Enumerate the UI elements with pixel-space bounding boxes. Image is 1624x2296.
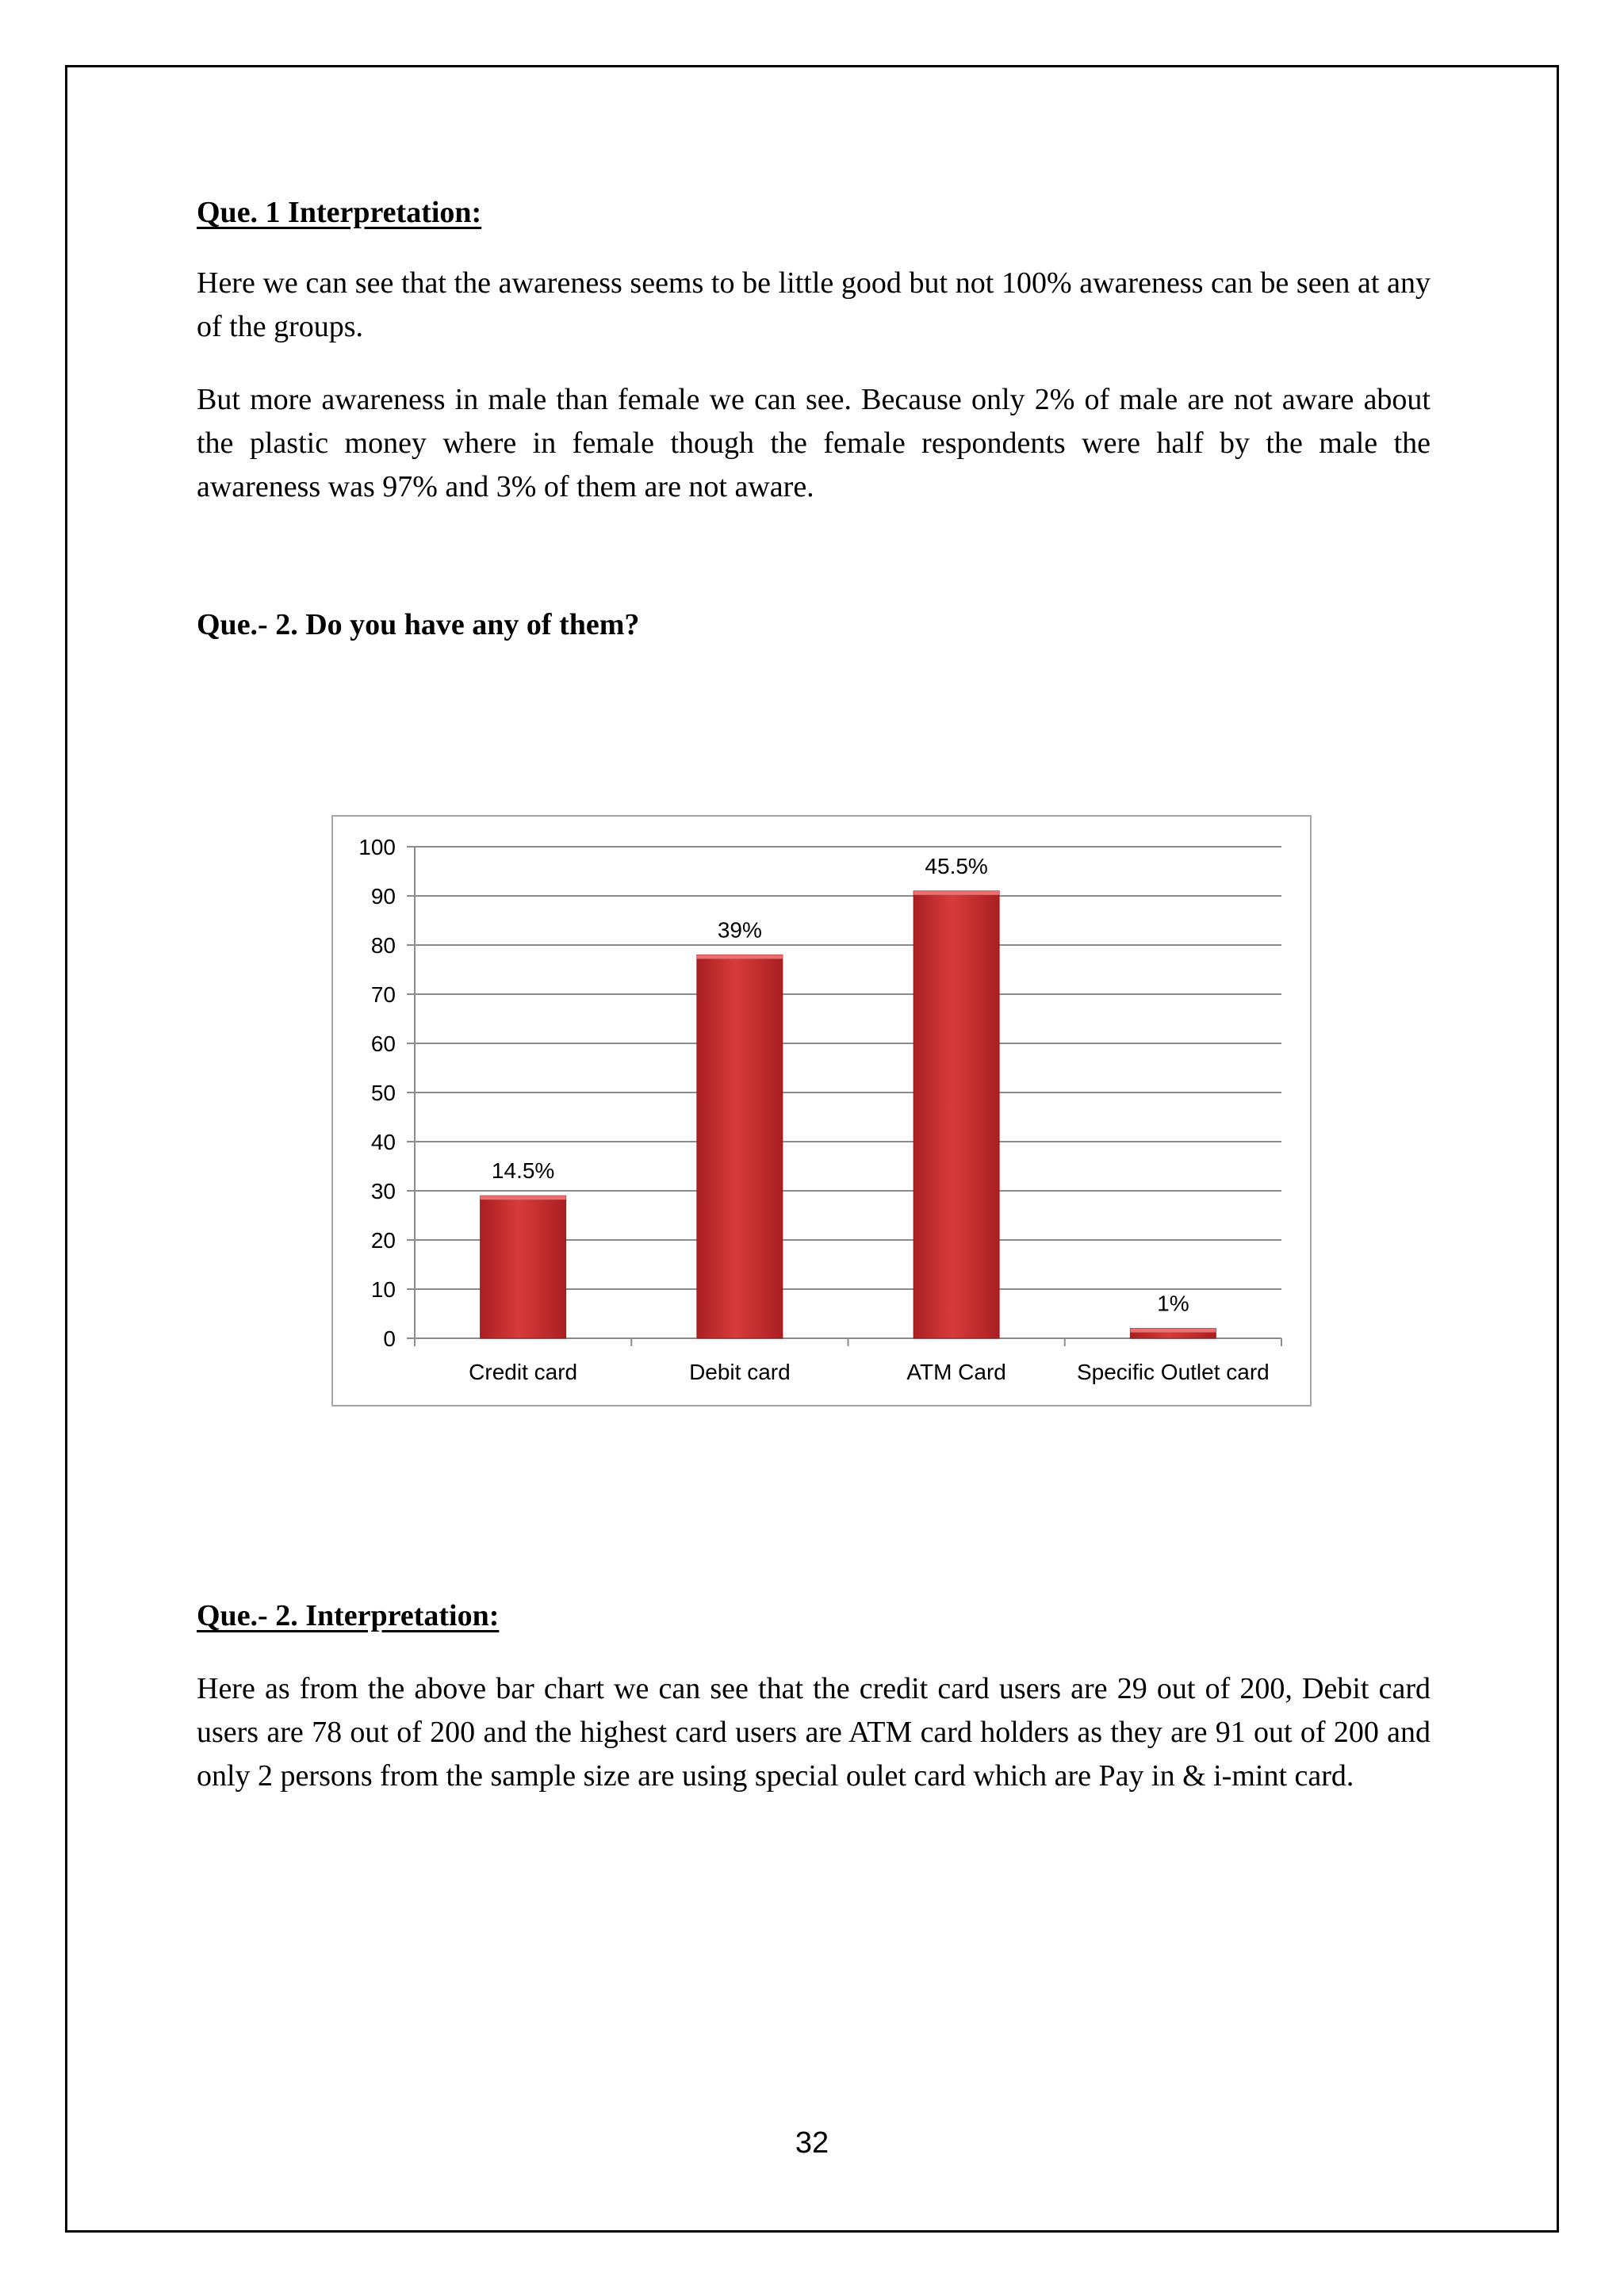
y-tick-label: 10 bbox=[370, 1277, 396, 1302]
bar-chart bbox=[331, 815, 1312, 1406]
bar-top-highlight bbox=[1130, 1329, 1216, 1333]
y-tick-label: 60 bbox=[370, 1031, 396, 1056]
q2-question-heading: Que.- 2. Do you have any of them? bbox=[197, 608, 640, 641]
data-label: 1% bbox=[1157, 1291, 1189, 1316]
bar-credit-card bbox=[481, 1196, 566, 1338]
y-tick-label: 50 bbox=[370, 1081, 396, 1105]
bar-atm-card bbox=[914, 891, 999, 1338]
q1-interpretation-heading: Que. 1 Interpretation: bbox=[197, 196, 482, 229]
x-category-label: Specific Outlet card bbox=[1076, 1360, 1270, 1384]
y-tick-label: 100 bbox=[358, 835, 396, 859]
y-tick-label: 40 bbox=[370, 1130, 396, 1154]
q1-paragraph-2: But more awareness in male than female we can see. Because only 2% of male are not aware about the plastic money where in female though the female respondents were half by the male the awareness was 97% and 3% of them are not aware. bbox=[197, 383, 1431, 503]
q2-paragraph-1: Here as from the above bar chart we can see that the credit card users are 29 out of 200, Debit card users are 78 out of 200 and the highest card users are ATM card holders as they are 91 out of 200 and only 2 persons from the sample size are using special oulet card which are Pay in & i-mint card. bbox=[197, 1672, 1431, 1793]
y-tick-label: 30 bbox=[370, 1179, 396, 1203]
q1-paragraph-1: Here we can see that the awareness seems to be little good but not 100% awareness can be seen at any of the groups. bbox=[197, 266, 1431, 343]
q2-interpretation-heading: Que.- 2. Interpretation: bbox=[197, 1599, 500, 1632]
bar-top-highlight bbox=[914, 891, 999, 895]
bar-top-highlight bbox=[481, 1196, 566, 1200]
data-label: 45.5% bbox=[925, 853, 988, 878]
y-tick-label: 20 bbox=[370, 1228, 396, 1253]
y-tick-label: 0 bbox=[383, 1326, 396, 1351]
bar-debit-card bbox=[697, 955, 783, 1338]
y-tick-label: 70 bbox=[370, 982, 396, 1007]
data-label: 39% bbox=[717, 917, 762, 943]
x-category-label: Debit card bbox=[689, 1360, 791, 1384]
bar-top-highlight bbox=[697, 955, 783, 959]
data-label: 14.5% bbox=[491, 1158, 555, 1184]
y-tick-label: 80 bbox=[370, 933, 396, 958]
x-category-label: Credit card bbox=[469, 1360, 578, 1384]
x-category-label: ATM Card bbox=[906, 1360, 1006, 1384]
page-number: 32 bbox=[795, 2126, 829, 2160]
bar-chart-svg bbox=[333, 817, 1310, 1405]
y-tick-label: 90 bbox=[370, 884, 396, 909]
